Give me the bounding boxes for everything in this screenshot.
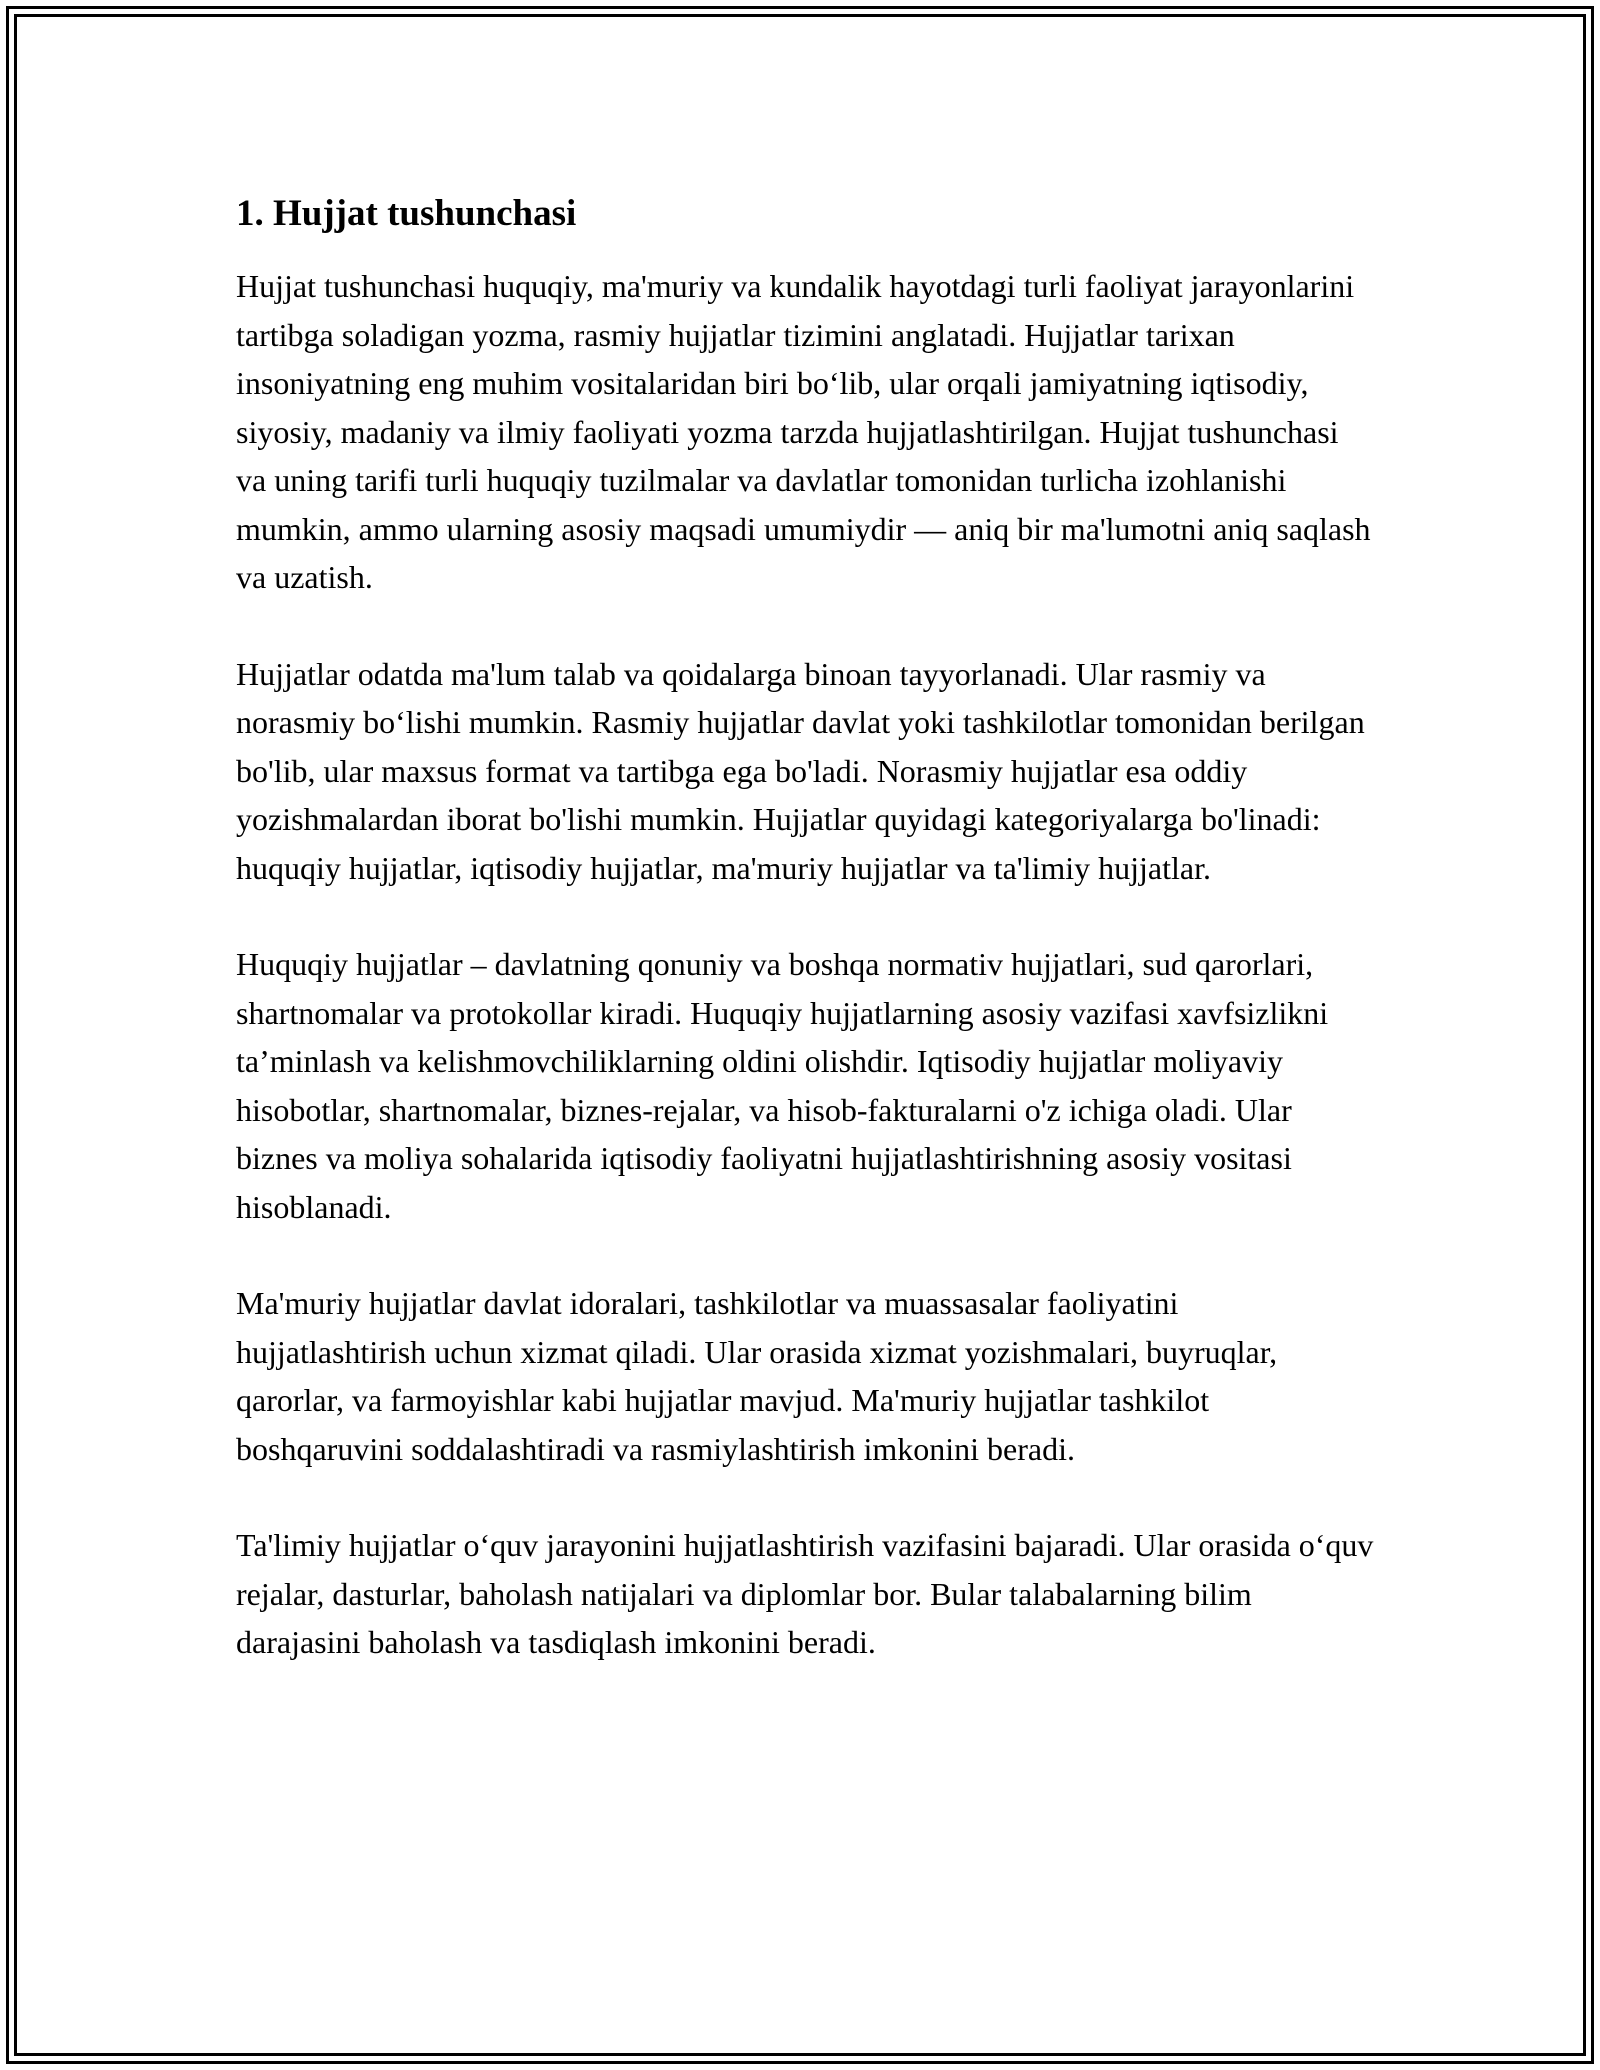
paragraph-administrative-documents: Ma'muriy hujjatlar davlat idoralari, tashkilotlar va muassasalar faoliyatini hujjatlashtirish uchun xizmat qiladi. Ular orasida xizmat yozishmalari, buyruqlar, qarorlar, va farmoyishlar kabi hujjatlar mavjud. Ma'muriy hujjatlar tashkilot boshqaruvini soddalashtiradi va rasmiylashtirish imkonini beradi.	[236, 1285, 1278, 1467]
document-body	[236, 186, 1376, 1715]
paragraph-legal-economic-documents: Huquqiy hujjatlar – davlatning qonuniy va boshqa normativ hujjatlari, sud qarorlari, shartnomalar va protokollar kiradi. Huquqiy hujjatlarning asosiy vazifasi xavfsizlikni ta’minlash va kelishmovchiliklarning oldini olishdir. Iqtisodiy hujjatlar moliyaviy hisobotlar, shartnomalar, biznes-rejalar, va hisob-fakturalarni o'z ichiga oladi. Ular biznes va moliya sohalarida iqtisodiy faoliyatni hujjatlashtirishning asosiy vositasi hisoblanadi.	[236, 946, 1329, 1225]
paragraph-educational-documents: Ta'limiy hujjatlar o‘quv jarayonini hujjatlashtirish vazifasini bajaradi. Ular orasida o‘quv rejalar, dasturlar, baholash natijalari va diplomlar bor. Bular talabalarning bilim darajasini baholash va tasdiqlash imkonini beradi.	[236, 1527, 1374, 1660]
paragraph-document-types: Hujjatlar odatda ma'lum talab va qoidalarga binoan tayyorlanadi. Ular rasmiy va norasmiy bo‘lishi mumkin. Rasmiy hujjatlar davlat yoki tashkilotlar tomonidan berilgan bo'lib, ular maxsus format va tartibga ega bo'ladi. Norasmiy hujjatlar esa oddiy yozishmalardan iborat bo'lishi mumkin. Hujjatlar quyidagi kategoriyalarga bo'linadi: huquqiy hujjatlar, iqtisodiy hujjatlar, ma'muriy hujjatlar va ta'limiy hujjatlar.	[236, 655, 1365, 886]
paragraph-document-concept: Hujjat tushunchasi huquqiy, ma'muriy va kundalik hayotdagi turli faoliyat jarayonlarini tartibga soladigan yozma, rasmiy hujjatlar tizimini anglatadi. Hujjatlar tarixan insoniyatning eng muhim vositalaridan biri bo‘lib, ular orqali jamiyatning iqtisodiy, siyosiy, madaniy va ilmiy faoliyati yozma tarzda hujjatlashtirilgan. Hujjat tushunchasi va uning tarifi turli huquqiy tuzilmalar va davlatlar tomonidan turlicha izohlanishi mumkin, ammo ularning asosiy maqsadi umumiydir — aniq bir ma'lumotni aniq saqlash va uzatish.	[236, 268, 1371, 595]
section-heading: 1. Hujjat tushunchasi	[236, 193, 577, 234]
